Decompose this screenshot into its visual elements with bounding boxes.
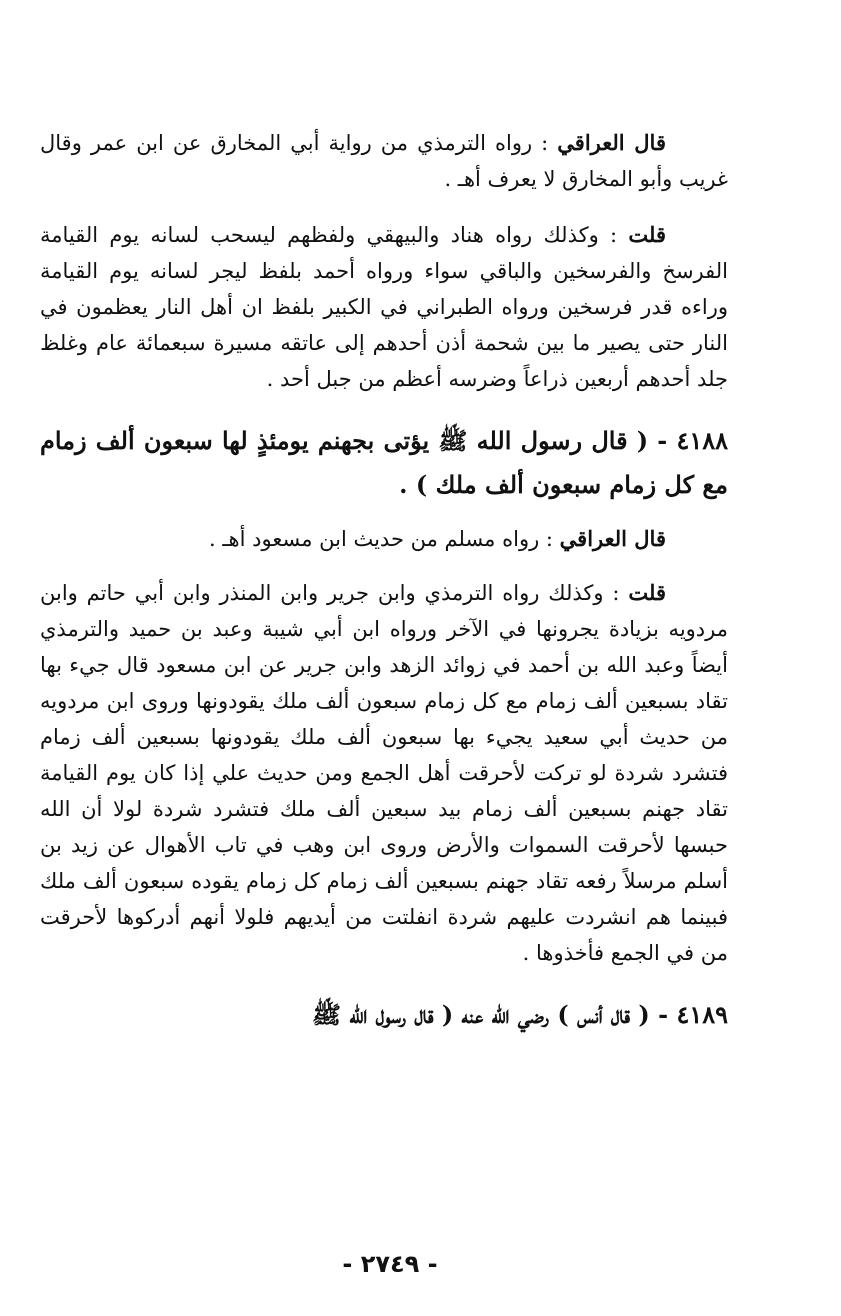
hadith-4189: ٤١٨٩ - ( قال أنس ) رضي الله عنه ( قال رسول الله ﷺ: [312, 1000, 728, 1029]
iraqi-text-2: : رواه مسلم من حديث ابن مسعود أهـ .: [209, 527, 560, 551]
iraqi-text: : رواه الترمذي من رواية أبي المخارق عن ابن عمر وقال غريب وأبو المخارق لا يعرف أهـ .: [40, 131, 728, 191]
page-number: - ٢٧٤٩ -: [342, 1250, 438, 1278]
iraqi-label: قال العراقي: [557, 130, 666, 155]
hadith-4188: ٤١٨٨ - ( قال رسول الله ﷺ يؤتى بجهنم يومئذٍ لها سبعون ألف زمام مع كل زمام سبعون ألف ملك ) .: [40, 426, 729, 499]
iraqi-comment-1: [40, 125, 728, 197]
iraqi-comment-2: [40, 521, 728, 557]
iraqi-label-2: قال العراقي: [559, 526, 666, 551]
qult-label: قلت: [628, 222, 666, 247]
qult-comment-1: [40, 217, 728, 397]
qult-label-2: قلت: [628, 580, 666, 605]
qult-text-2: : وكذلك رواه الترمذي وابن جرير وابن المنذر وابن أبي حاتم وابن مردويه بزيادة يجرونها في الآخر ورواه ابن أبي شيبة وعبد بن حميد والترمذي أيضاً وعبد الله بن أحمد في زوائد الزهد وابن جرير عن ابن مسعود قال جيء بها تقاد بسبعين ألف زمام مع كل زمام سبعون ألف ملك يقودونها وروى ابن مردويه من حديث أبي سعيد يجيء بها سبعون ألف ملك يقودونها بسبعين ألف زمام فتشرد شردة لو تركت لأحرقت أهل الجمع ومن حديث علي إذا كان يوم القيامة تقاد جهنم بسبعين ألف زمام بيد سبعين ألف ملك فتشرد شردة لولا أن الله حبسها لأحرقت السموات والأرض وروى ابن وهب في تاب الأهوال عن زيد بن أسلم مرسلاً رفعه تقاد جهنم بسبعين ألف زمام كل زمام يقوده سبعون ألف ملك فبينما هم انشردت عليهم شردة انفلتت من أيديهم فلولا أنهم أدركوها لأحرقت من في الجمع فأخذوها .: [40, 581, 728, 965]
qult-comment-2: [40, 575, 728, 971]
page-body: [40, 125, 728, 1037]
qult-text: : وكذلك رواه هناد والبيهقي ولفظهم ليسحب لسانه يوم القيامة الفرسخ والفرسخين والباقي سواء ورواه أحمد بلفظ ليجر لسانه يوم القيامة وراءه قدر فرسخين ورواه الطبراني في الكبير بلفظ ان أهل النار يعظمون في النار حتى يصير ما بين شحمة أذن أحدهم إلى عاتقه مسيرة سبعمائة عام وغلظ جلد أحدهم أربعين ذراعاً وضرسه أعظم من جبل أحد .: [40, 223, 728, 391]
